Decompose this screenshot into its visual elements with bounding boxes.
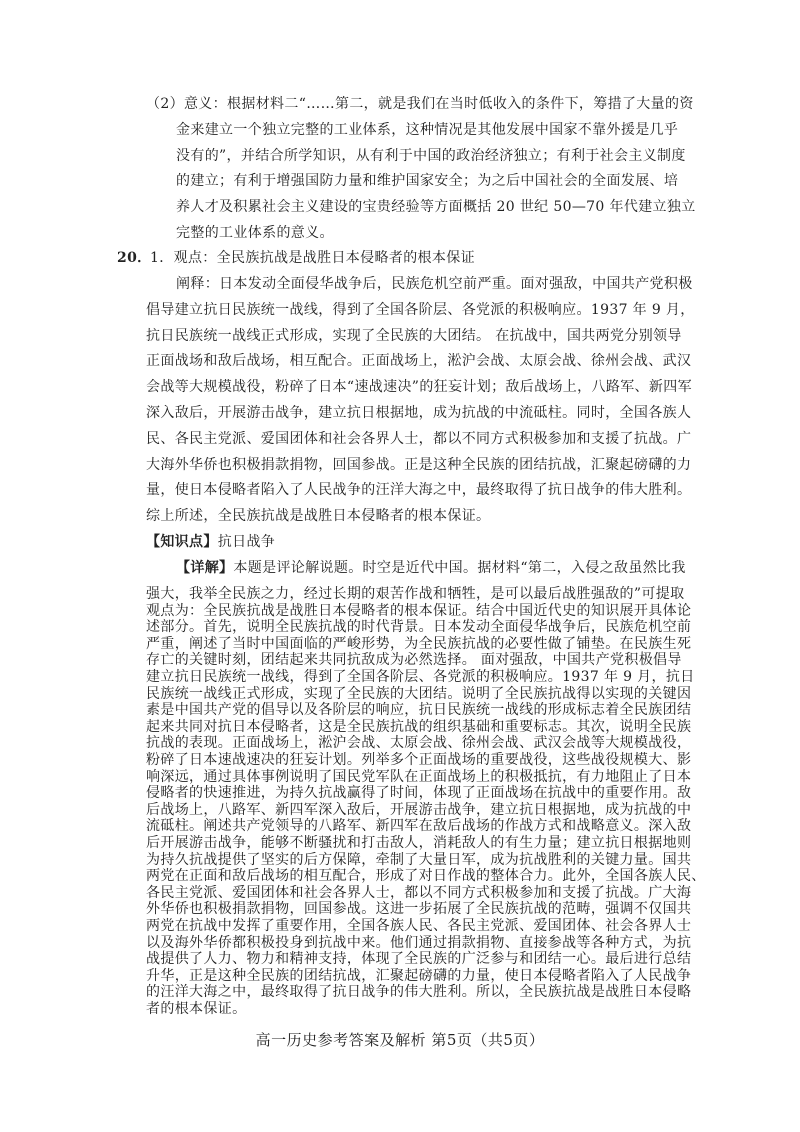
text-line: 完整的工业体系的意义。: [176, 225, 334, 241]
detail-tag: 【详解】: [176, 560, 234, 576]
detail-line: 为持久抗战提供了坚实的后方保障，牵制了大量日军，成为抗战胜利的关键力量。国共: [146, 851, 692, 868]
explain-line: 阐释：日本发动全面侵华战争后，民族危机空前严重。面对强敌，中国共产党积极: [176, 276, 693, 292]
text-line: 养人才及积累社会主义建设的宝贵经验等方面概括 20 世纪 50—70 年代建立独立: [176, 199, 696, 216]
detail-line: 素是中国共产党的倡导以及各阶层的响应，抗日民族统一战线的形成标志着全民族团结: [146, 702, 692, 719]
detail-line: 侵略者的快速推进，为持久抗战赢得了时间，体现了正面战场在抗战中的重要作用。敌: [146, 785, 692, 802]
detail-line: 严重，阐述了当时中国面临的严峻形势，为全民族抗战的必要性做了铺垫。在民族生死: [146, 635, 692, 652]
explain-line: 会战等大规模战役，粉碎了日本“速战速决”的狂妄计划；敌后战场上，八路军、新四军: [146, 379, 692, 396]
page-footer: 高一历史参考答案及解析 第5页（共5页）: [255, 1031, 545, 1049]
detail-line: 战提供了人力、物力和精神支持，体现了全民族的广泛参与和团结一心。最后进行总结: [146, 951, 692, 968]
detail-first-line: [176, 560, 686, 576]
detail-line: 后开展游击战争，能够不断骚扰和打击敌人，消耗敌人的有生力量；建立抗日根据地则: [146, 835, 692, 851]
detail-line: 者的根本保证。: [146, 1001, 247, 1017]
detail-text: 本题是评论解说题。时空是近代中国。据材料“第二，入侵之敌虽然比我: [233, 560, 686, 576]
detail-line: 述部分。首先，说明全民族抗战的时代背景。日本发动全面侵华战争后，民族危机空前: [146, 619, 692, 636]
text-line: 的建立；有利于增强国防力量和维护国家安全；为之后中国社会的全面发展、培: [176, 173, 679, 190]
detail-line: 的汪洋大海之中，最终取得了抗日战争的伟大胜利。所以，全民族抗战是战胜日本侵略: [146, 984, 692, 1001]
detail-line: 流砥柱。阐述共产党领导的八路军、新四军在敌后战场的作战方式和战略意义。深入敌: [146, 818, 692, 835]
detail-line: 外华侨也积极捐款捐物，回国参战。这进一步拓展了全民族抗战的范畴，强调不仅国共: [146, 901, 692, 918]
explain-line: 量，使日本侵略者陷入了人民战争的汪洋大海之中，最终取得了抗日战争的伟大胜利。: [146, 482, 692, 499]
detail-line: 观点为：全民族抗战是战胜日本侵略者的根本保证。结合中国近代史的知识展开具体论: [146, 602, 692, 619]
explain-line: 大海外华侨也积极捐款捐物，回国参战。正是这种全民族的团结抗战，汇聚起磅礴的力: [146, 456, 692, 473]
text-line: （2）意义：根据材料二“……第二，就是我们在当时低收入的条件下，筹措了大量的资: [146, 96, 694, 112]
detail-line: 响深远，通过具体事例说明了国民党军队在正面战场上的积极抵抗，有力地阻止了日本: [146, 768, 692, 785]
detail-line: 以及海外华侨都积极投身到抗战中来。他们通过捐款捐物、直接参战等各种方式，为抗: [146, 934, 692, 951]
detail-line: 升华，正是这种全民族的团结抗战，汇聚起磅礴的力量，使日本侵略者陷入了人民战争: [146, 967, 692, 984]
knowledge-text: 抗日战争: [217, 534, 276, 550]
detail-line: 起来共同对抗日本侵略者，这是全民族抗战的组织基础和重要标志。其次，说明全民族: [146, 718, 692, 735]
explain-line: 综上所述，全民族抗战是战胜日本侵略者的根本保证。: [146, 508, 491, 525]
detail-line: 强大，我举全民族之力，经过长期的艰苦作战和牺牲，是可以最后战胜强敌的”可提取: [146, 586, 685, 602]
question-number: 20．: [117, 250, 152, 266]
detail-line: 民族统一战线正式形成，实现了全民族的大团结。说明了全民族抗战得以实现的关键因: [146, 685, 692, 702]
explain-line: 抗日民族统一战线正式形成，实现了全民族的大团结。 在抗战中，国共两党分别领导: [146, 327, 682, 344]
detail-line: 各民主党派、爱国团体和社会各界人士，都以不同方式积极参加和支援了抗战。广大海: [146, 884, 692, 901]
detail-line: 粉碎了日本速战速决的狂妄计划。列举多个正面战场的重要战役，这些战役规模大、影: [146, 752, 692, 768]
knowledge-point: [146, 534, 275, 550]
text-line: 金来建立一个独立完整的工业体系，这种情况是其他发展中国家不靠外援是几乎: [176, 121, 679, 138]
detail-line: 建立抗日民族统一战线，得到了全国各阶层、各党派的积极响应。1937 年 9 月，抗日: [146, 669, 695, 685]
detail-line: 两党在正面和敌后战场的相互配合，形成了对日作战的整体合力。此外，全国各族人民、: [146, 868, 706, 885]
detail-line: 后战场上，八路军、新四军深入敌后，开展游击战争，建立抗日根据地，成为抗战的中: [146, 801, 692, 818]
detail-line: 存亡的关键时刻，团结起来共同抗敌成为必然选择。 面对强敌，中国共产党积极倡导: [146, 652, 682, 669]
explain-line: 民、各民主党派、爱国团体和社会各界人士，都以不同方式积极参加和支援了抗战。广: [146, 430, 692, 447]
text-line: 没有的”，并结合所学知识，从有利于中国的政治经济独立；有利于社会主义制度: [176, 147, 686, 164]
explain-line: 正面战场和敌后战场，相互配合。正面战场上，淞沪会战、太原会战、徐州会战、武汉: [146, 353, 692, 370]
explain-line: 倡导建立抗日民族统一战线，得到了全国各阶层、各党派的积极响应。1937 年 9 月，: [146, 301, 695, 318]
viewpoint-heading: 1．观点：全民族抗战是战胜日本侵略者的根本保证: [150, 250, 475, 266]
knowledge-tag: 【知识点】: [146, 534, 218, 550]
detail-line: 两党在抗战中发挥了重要作用，全国各族人民、各民主党派、爱国团体、社会各界人士: [146, 918, 692, 934]
detail-line: 抗战的表现。正面战场上，淞沪会战、太原会战、徐州会战、武汉会战等大规模战役，: [146, 735, 692, 752]
explain-line: 深入敌后，开展游击战争，建立抗日根据地，成为抗战的中流砥柱。同时，全国各族人: [146, 405, 692, 421]
